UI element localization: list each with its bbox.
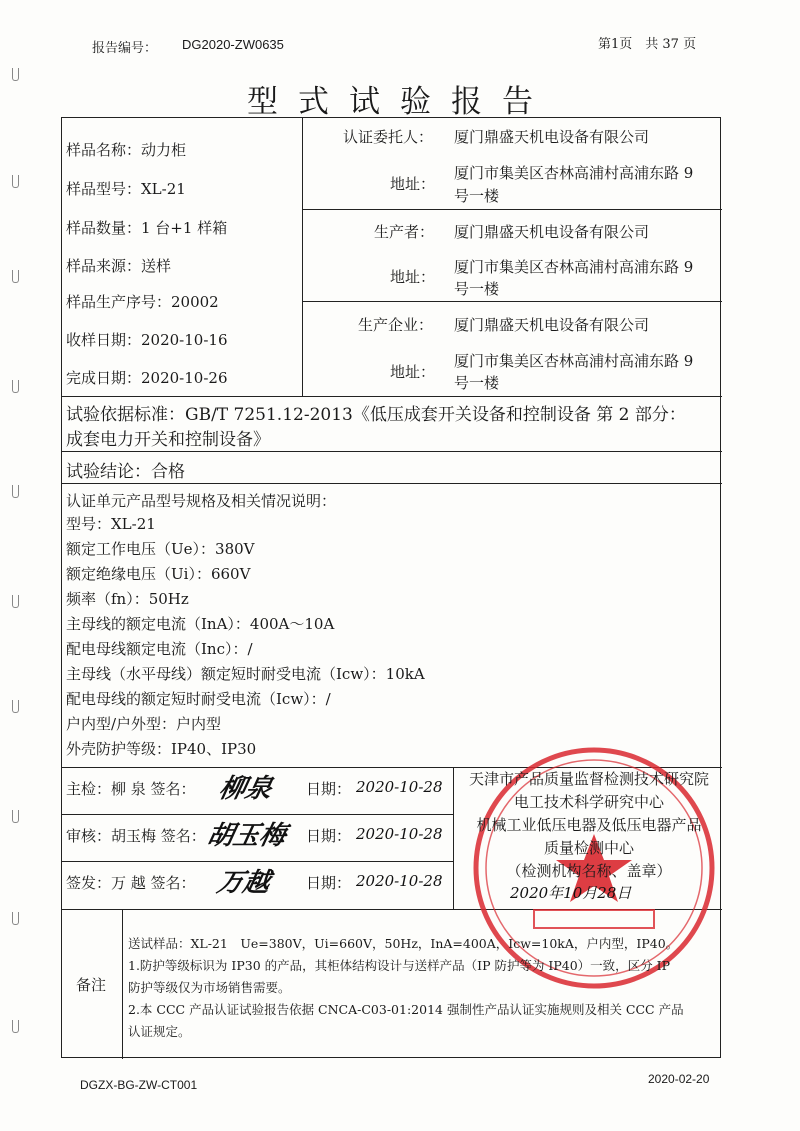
binding-mark [12, 380, 19, 393]
producer-name: 厦门鼎盛天机电设备有限公司 [454, 223, 650, 241]
received-date: 收样日期：2020-10-16 [66, 331, 228, 349]
institute-stamp-caption: （检测机构名称、盖章） [506, 862, 672, 880]
page-info: 第1页 共 37 页 [598, 37, 697, 52]
spec-item: 型号：XL-21 [66, 515, 156, 533]
remarks-line: 送试样品：XL-21 Ue=380V，Ui=660V，50Hz，InA=400A，Icw=10kA，户内型，IP40。 [128, 936, 679, 951]
issuer-date: 2020-10-28 [356, 872, 443, 890]
client-address-line2: 号一楼 [454, 187, 500, 205]
institute-date: 2020年10月28日 [510, 884, 632, 902]
spec-item: 配电母线的额定短时耐受电流（Icw）：/ [66, 690, 331, 708]
page-title: 型式试验报告 [247, 84, 553, 120]
remarks-line: 2.本 CCC 产品认证试验报告依据 CNCA-C03-01:2014 强制性产品认证实施规则及相关 CCC 产品 [128, 1002, 684, 1017]
producer-address-line2: 号一楼 [454, 280, 500, 298]
spec-item: 额定工作电压（Ue）：380V [66, 540, 255, 558]
binding-mark [12, 912, 19, 925]
factory-address-line2: 号一楼 [454, 374, 500, 392]
footer-date: 2020-02-20 [648, 1072, 710, 1086]
spec-item: 频率（fn）：50Hz [66, 590, 189, 608]
issuer-signature: 万越 [214, 868, 273, 898]
test-conclusion: 试验结论：合格 [66, 462, 185, 482]
reviewer-label: 审核：胡玉梅 签名： [66, 827, 206, 845]
spec-item: 配电母线额定电流（Inc）：/ [66, 640, 253, 658]
factory-address-label: 地址： [390, 363, 436, 381]
sample-source: 样品来源：送样 [66, 257, 172, 275]
sample-serial: 样品生产序号：20002 [66, 293, 219, 311]
binding-mark [12, 175, 19, 188]
institute-name-line1: 天津市产品质量监督检测技术研究院 [468, 770, 709, 788]
spec-item: 外壳防护等级：IP40、IP30 [66, 740, 257, 758]
factory-label: 生产企业： [358, 316, 434, 334]
chief-inspector-label: 主检：柳 泉 签名： [66, 780, 196, 798]
report-number: DG2020-ZW0635 [182, 37, 284, 52]
remarks-label: 备注 [76, 976, 107, 994]
institute-name-line2: 电工技术科学研究中心 [513, 793, 664, 811]
reviewer-date: 2020-10-28 [356, 825, 443, 843]
specs-heading: 认证单元产品型号规格及相关情况说明： [66, 492, 337, 510]
factory-name: 厦门鼎盛天机电设备有限公司 [454, 316, 650, 334]
sample-name: 样品名称：动力柜 [66, 141, 187, 159]
binding-mark [12, 595, 19, 608]
factory-address-line1: 厦门市集美区杏林高浦村高浦东路 9 [454, 352, 694, 370]
binding-mark [12, 1020, 19, 1033]
issuer-label: 签发：万 越 签名： [66, 874, 196, 892]
report-number-label: 报告编号： [92, 41, 158, 56]
spec-item: 额定绝缘电压（Ui）：660V [66, 565, 251, 583]
binding-mark [12, 810, 19, 823]
producer-address-label: 地址： [390, 268, 436, 286]
test-standard-line2: 成套电力开关和控制设备》 [66, 430, 270, 450]
form-code: DGZX-BG-ZW-CT001 [80, 1078, 198, 1092]
institute-name-line3: 机械工业低压电器及低压电器产品 [476, 816, 702, 834]
spec-item: 主母线（水平母线）额定短时耐受电流（Icw）：10kA [66, 665, 425, 683]
spec-item: 户内型/户外型：户内型 [66, 715, 222, 733]
client-address-line1: 厦门市集美区杏林高浦村高浦东路 9 [454, 164, 694, 182]
date-label: 日期： [306, 827, 352, 845]
client-label: 认证委托人： [343, 128, 434, 146]
client-name: 厦门鼎盛天机电设备有限公司 [454, 128, 650, 146]
chief-inspector-date: 2020-10-28 [356, 778, 443, 796]
binding-mark [12, 700, 19, 713]
remarks-line: 认证规定。 [128, 1024, 191, 1039]
spec-item: 主母线的额定电流（InA）：400A～10A [66, 615, 335, 633]
completed-date: 完成日期：2020-10-26 [66, 369, 228, 387]
remarks-line: 1.防护等级标识为 IP30 的产品，其柜体结构设计与送样产品（IP 防护等为 IP40）一致，区分 IP [128, 958, 670, 973]
client-address-label: 地址： [390, 175, 436, 193]
binding-mark [12, 485, 19, 498]
institute-name-line4: 质量检测中心 [543, 839, 634, 857]
producer-label: 生产者： [374, 223, 435, 241]
remarks-line: 防护等级仅为市场销售需要。 [128, 980, 291, 995]
binding-mark [12, 270, 19, 283]
sample-model: 样品型号：XL-21 [66, 180, 186, 198]
producer-address-line1: 厦门市集美区杏林高浦村高浦东路 9 [454, 258, 694, 276]
reviewer-signature: 胡玉梅 [204, 821, 289, 851]
test-standard-line1: 试验依据标准：GB/T 7251.12-2013《低压成套开关设备和控制设备 第 2 部分： [66, 405, 686, 425]
date-label: 日期： [306, 874, 352, 892]
chief-inspector-signature: 柳泉 [216, 774, 275, 804]
sample-quantity: 样品数量：1 台+1 样箱 [66, 219, 228, 237]
date-label: 日期： [306, 780, 352, 798]
